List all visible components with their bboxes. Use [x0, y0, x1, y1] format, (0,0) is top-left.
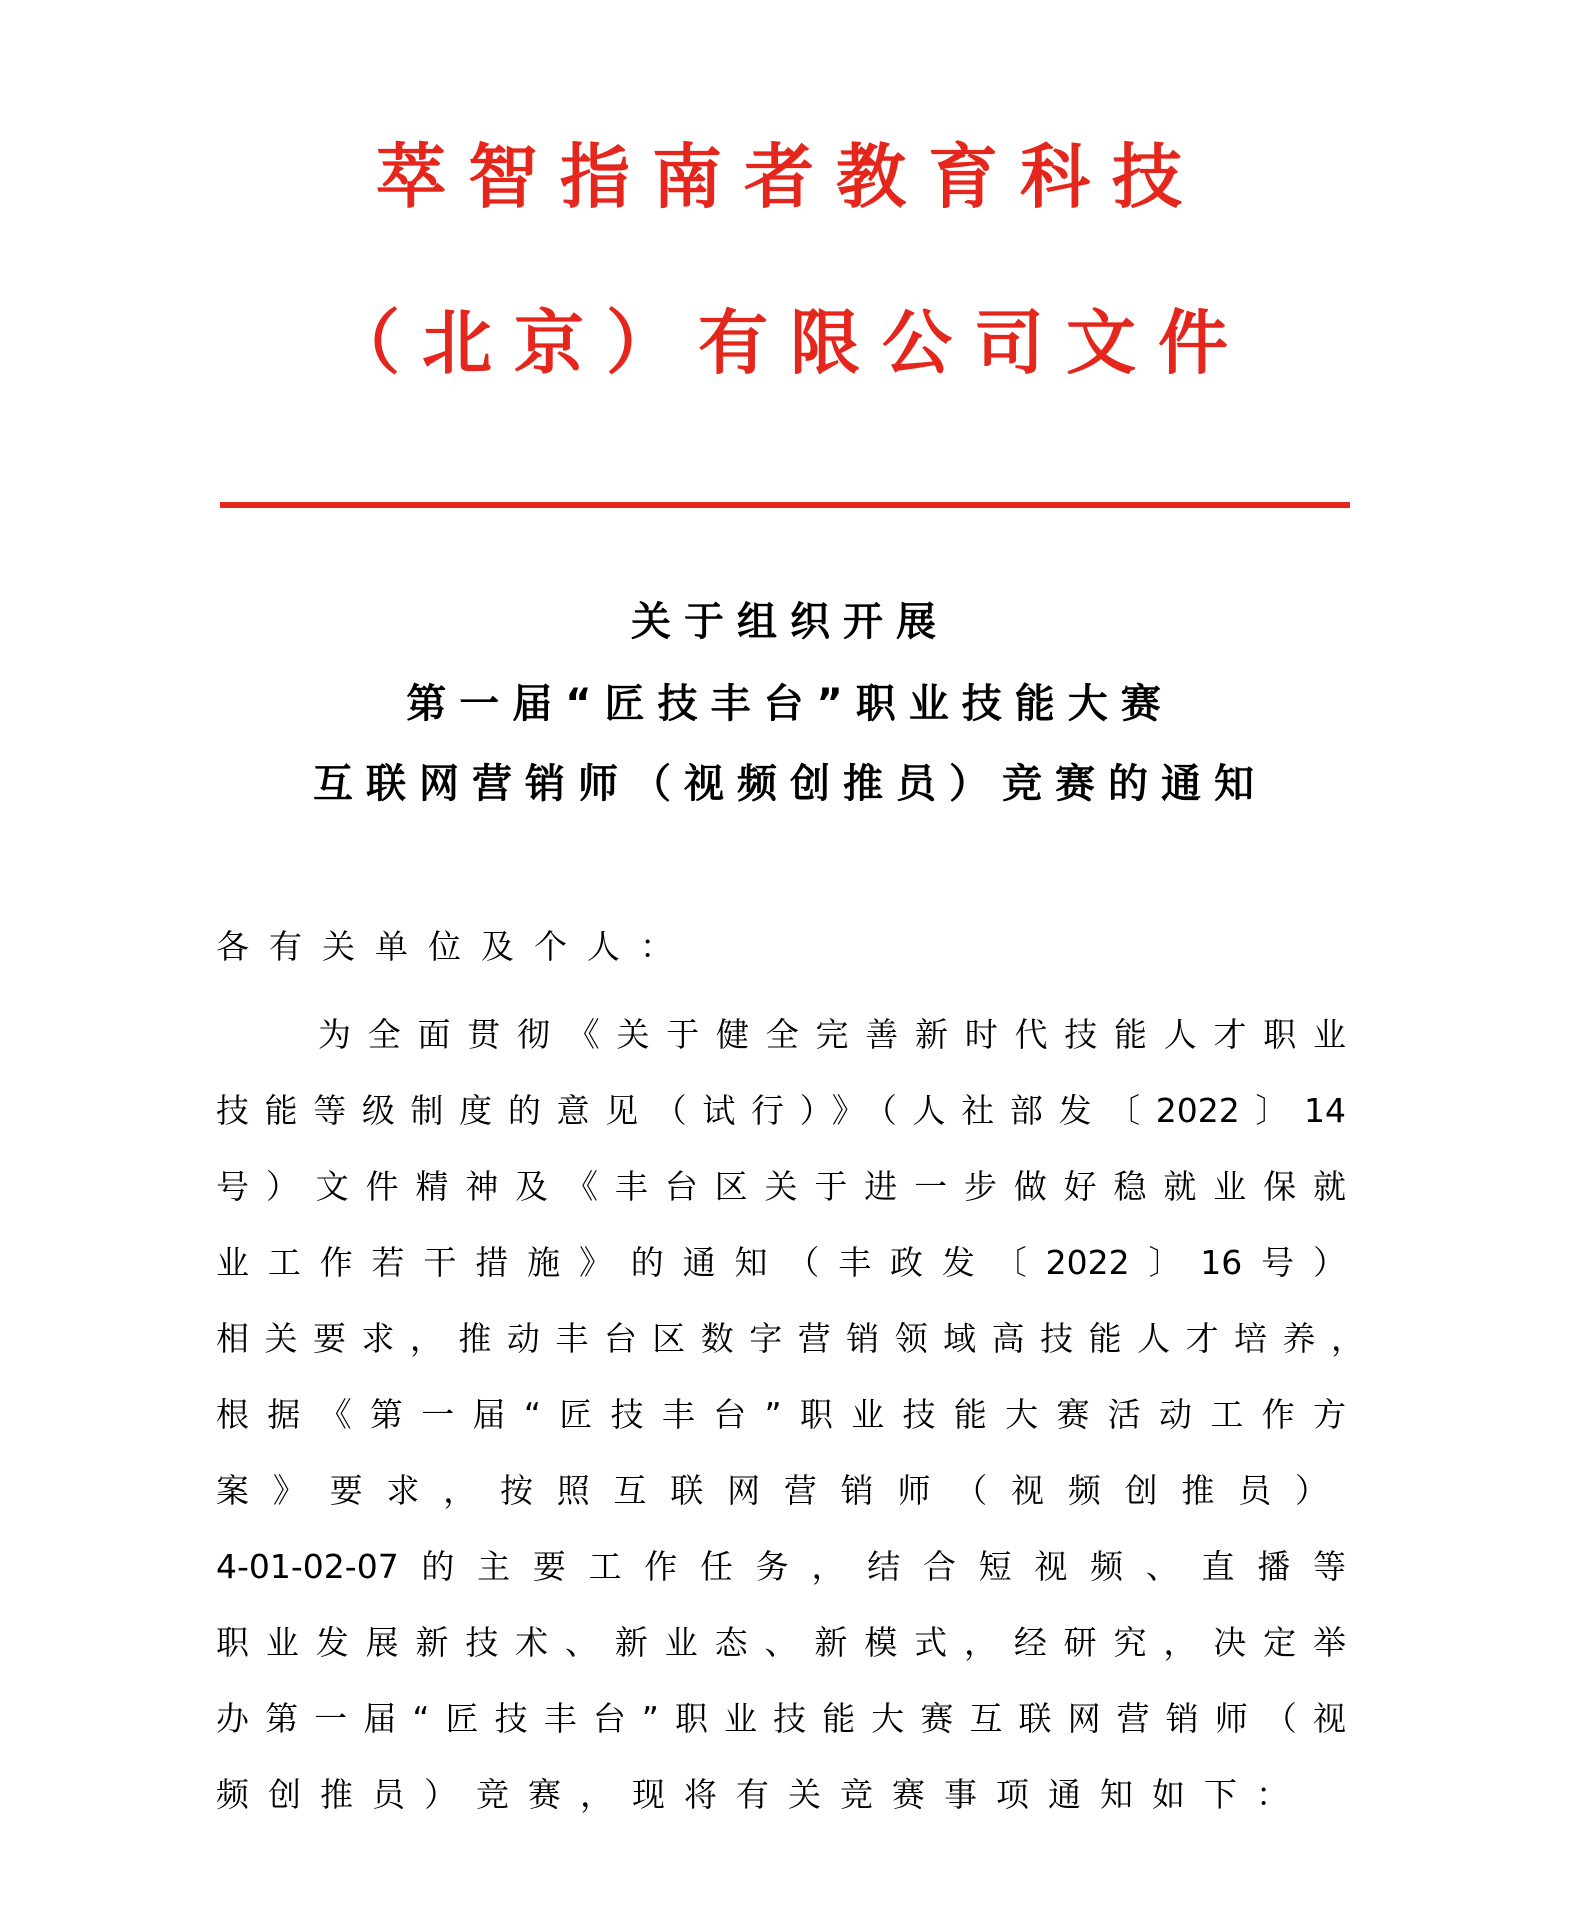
body-line-5: 相关要求，推动丰台区数字营销领域高技能人才培养，: [216, 1319, 1364, 1358]
doc-title-line3: 互联网营销师（视频创推员）竞赛的通知: [313, 761, 1267, 807]
body-line-2: 技能等级制度的意见（试行）》（人社部发〔2022〕14: [216, 1091, 1346, 1130]
doc-title-line2: 第一届“匠技丰台”职业技能大赛: [406, 681, 1174, 727]
body-line-1: 为全面贯彻《关于健全完善新时代技能人才职业: [318, 1015, 1346, 1054]
org-title-line1: 萃智指南者教育科技: [376, 136, 1204, 218]
body-line-3: 号）文件精神及《丰台区关于进一步做好稳就业保就: [216, 1167, 1346, 1206]
body-line-7: 案》要求，按照互联网营销师（视频创推员）: [216, 1471, 1328, 1510]
body-line-8: 4-01-02-07的主要工作任务，结合短视频、直播等: [216, 1547, 1346, 1586]
doc-title-line1: 关于组织开展: [631, 599, 949, 645]
body-line-10: 办第一届“匠技丰台”职业技能大赛互联网营销师（视: [216, 1699, 1346, 1738]
body-line-4: 业工作若干措施》的通知（丰政发〔2022〕16号）: [216, 1243, 1346, 1282]
org-title-line2: （北京）有限公司文件: [330, 302, 1250, 384]
salutation: 各有关单位及个人：: [216, 927, 693, 966]
body-line-11: 频创推员）竞赛，现将有关竞赛事项通知如下：: [216, 1775, 1308, 1814]
red-header-rule: [220, 502, 1350, 508]
body-line-9: 职业发展新技术、新业态、新模式，经研究，决定举: [216, 1623, 1346, 1662]
body-line-6: 根据《第一届“匠技丰台”职业技能大赛活动工作方: [216, 1395, 1346, 1434]
